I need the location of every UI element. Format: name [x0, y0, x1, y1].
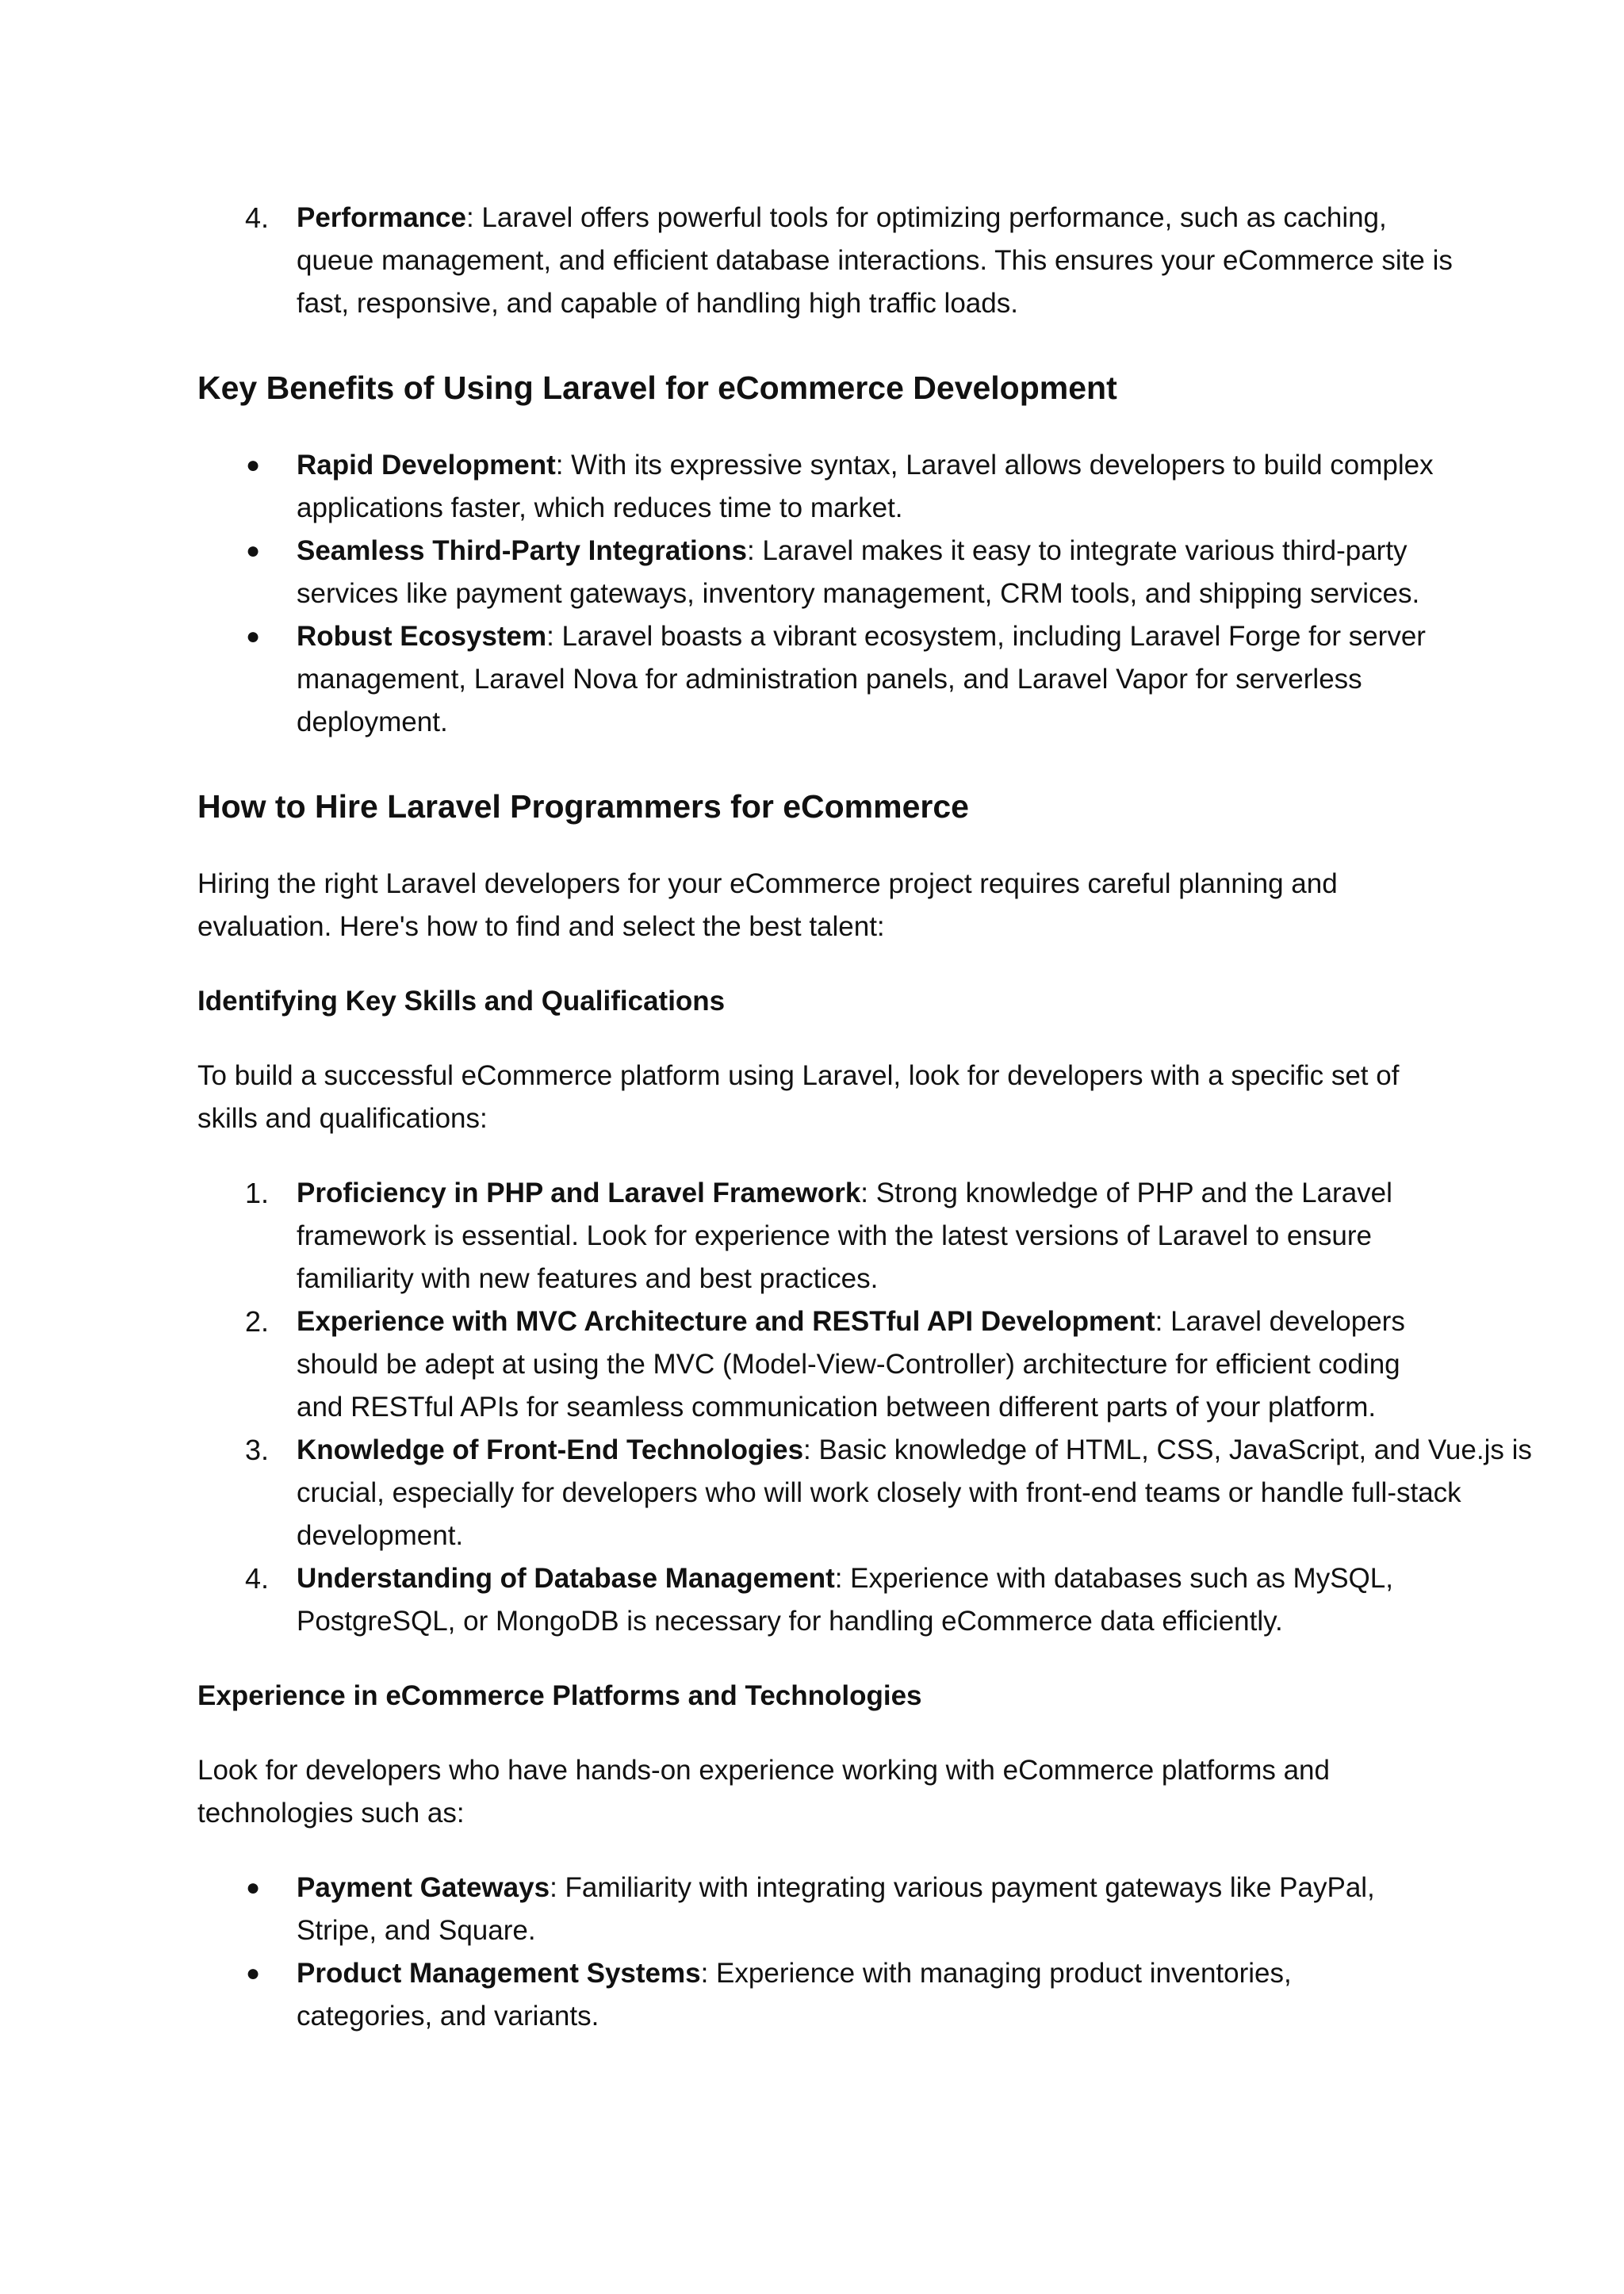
document-page: [197, 182, 1532, 2038]
list-item-title: Proficiency in PHP and Laravel Framework: [297, 1178, 861, 1208]
list-marker: 1.: [245, 1177, 270, 1209]
bullet-marker: ●: [246, 1875, 261, 1901]
list-item-text: : Strong knowledge of PHP and the Laravel framework is essential. Look for experience with the latest versions of Laravel to ensure familiarity with new features and best practices.: [297, 1178, 1392, 1294]
list-item-title: Performance: [297, 202, 466, 233]
list-marker: 4.: [245, 1562, 270, 1595]
list-item-text: : Laravel makes it easy to integrate various third-party services like payment gateways, inventory management, CRM tools, and shipping services.: [297, 535, 1420, 609]
section-intro: Hiring the right Laravel developers for your eCommerce project requires careful planning and evaluation. Here's how to find and select the best talent:: [197, 868, 1338, 942]
subsection-heading-skills: Identifying Key Skills and Qualifications: [197, 986, 726, 1017]
list-item-text: : With its expressive syntax, Laravel allows developers to build complex applications faster, which reduces time to market.: [297, 450, 1434, 523]
list-item: [197, 1867, 1446, 1952]
subsection-intro: Look for developers who have hands-on experience working with eCommerce platforms and technologies such as:: [197, 1755, 1330, 1829]
list-item: [197, 1172, 1423, 1300]
bullet-marker: ●: [246, 538, 261, 564]
list-item: [197, 1300, 1434, 1429]
list-item-text: : Experience with databases such as MySQL, PostgreSQL, or MongoDB is necessary for handling eCommerce data efficiently.: [297, 1563, 1393, 1637]
list-item: [197, 197, 1462, 325]
list-item-text: : Familiarity with integrating various payment gateways like PayPal, Stripe, and Square.: [297, 1872, 1375, 1946]
list-item-text: : Experience with managing product inventories, categories, and variants.: [297, 1958, 1292, 2032]
list-item-text: : Laravel boasts a vibrant ecosystem, including Laravel Forge for server management, Laravel Nova for administration panels, and Laravel Vapor for serverless deployment.: [297, 621, 1426, 737]
list-item-title: Product Management Systems: [297, 1958, 701, 1989]
performance-list: [197, 197, 1453, 325]
list-item: [197, 530, 1434, 615]
list-marker: 2.: [245, 1305, 270, 1338]
section-heading-hire: How to Hire Laravel Programmers for eCommerce: [197, 788, 969, 825]
skills-list: [197, 1172, 1532, 1643]
subsection-heading-ecommerce-experience: Experience in eCommerce Platforms and Technologies: [197, 1680, 922, 1711]
list-marker: 3.: [245, 1434, 270, 1466]
list-item-title: Seamless Third-Party Integrations: [297, 535, 747, 566]
list-item: [197, 1952, 1434, 2038]
list-item-title: Payment Gateways: [297, 1872, 550, 1903]
key-benefits-list: [197, 444, 1434, 744]
list-item: [197, 615, 1462, 744]
list-item-text: : Laravel offers powerful tools for optimizing performance, such as caching, queue management, and efficient database interactions. This ensures your eCommerce site is fast, responsive, and capable of handling high traffic loads.: [297, 202, 1453, 319]
subsection-intro: To build a successful eCommerce platform using Laravel, look for developers with a specific set of skills and qualifications:: [197, 1060, 1400, 1134]
list-item-title: Robust Ecosystem: [297, 621, 547, 652]
list-item-title: Experience with MVC Architecture and RESTful API Development: [297, 1306, 1155, 1337]
list-item-title: Understanding of Database Management: [297, 1563, 835, 1594]
bullet-marker: ●: [246, 452, 261, 478]
list-item-text: : Laravel developers should be adept at using the MVC (Model-View-Controller) architecture for efficient coding and RESTful APIs for seamless communication between different parts of your platform.: [297, 1306, 1405, 1423]
list-item: [197, 1429, 1549, 1557]
list-item-title: Knowledge of Front-End Technologies: [297, 1434, 804, 1465]
list-item-text: : Basic knowledge of HTML, CSS, JavaScript, and Vue.js is crucial, especially for developers who will work closely with front-end teams or handle full-stack development.: [297, 1434, 1532, 1551]
bullet-marker: ●: [246, 1960, 261, 1986]
section-heading-key-benefits: Key Benefits of Using Laravel for eCommerce Development: [197, 370, 1117, 406]
ecommerce-tech-list: [197, 1867, 1434, 2038]
bullet-marker: ●: [246, 623, 261, 649]
list-marker: 4.: [245, 201, 270, 234]
list-item-title: Rapid Development: [297, 450, 556, 481]
list-item: [197, 1557, 1478, 1643]
list-item: [197, 444, 1434, 530]
